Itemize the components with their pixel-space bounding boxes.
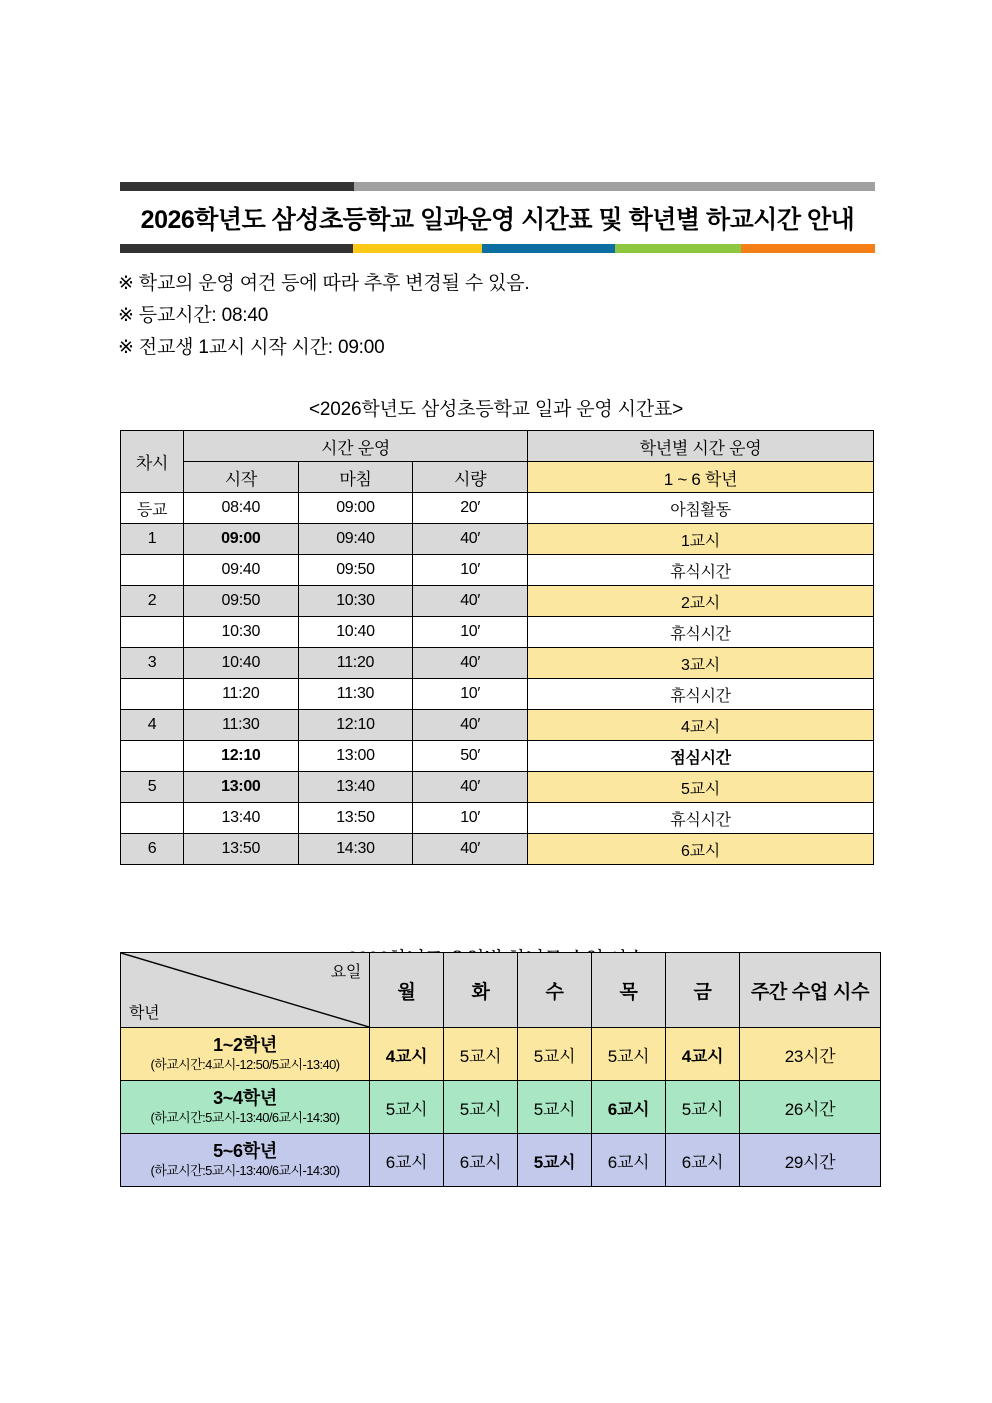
cell-end-time: 13:50: [298, 803, 413, 834]
grade-group-name: 1~2학년: [213, 1035, 277, 1056]
cell-start-time: 09:40: [184, 555, 299, 586]
cell-periods-thu: 6교시: [592, 1134, 666, 1187]
cell-end-time: 14:30: [298, 834, 413, 865]
cell-duration: 40′: [413, 586, 528, 617]
cell-activity: 4교시: [528, 710, 874, 741]
document-header-banner: [120, 182, 875, 253]
note-item: ※ 학교의 운영 여건 등에 따라 추후 변경될 수 있음.: [118, 273, 530, 294]
bottom-bar-segment-green: [615, 244, 740, 253]
cell-period: 5: [121, 772, 184, 803]
weekly-hours-table: [120, 952, 881, 1187]
table-row: [121, 710, 874, 741]
cell-duration: 40′: [413, 648, 528, 679]
header-time-group: 시간 운영: [184, 431, 528, 462]
hours-header-row: [121, 953, 881, 1028]
cell-periods-thu: 5교시: [592, 1028, 666, 1081]
cell-duration: 10′: [413, 679, 528, 710]
cell-period: [121, 803, 184, 834]
schedule-header-row-1: [121, 431, 874, 462]
cell-periods-wed: 5교시: [518, 1028, 592, 1081]
cell-activity: 2교시: [528, 586, 874, 617]
cell-duration: 40′: [413, 772, 528, 803]
cell-start-time: 09:00: [184, 524, 299, 555]
cell-duration: 40′: [413, 710, 528, 741]
cell-grade-group: [121, 1134, 370, 1187]
cell-periods-thu: 6교시: [592, 1081, 666, 1134]
daily-schedule-table: [120, 430, 874, 865]
cell-activity: 아침활동: [528, 493, 874, 524]
cell-duration: 50′: [413, 741, 528, 772]
header-grade-group: 학년별 시간 운영: [528, 431, 874, 462]
table-row: [121, 679, 874, 710]
cell-periods-fri: 4교시: [666, 1028, 740, 1081]
cell-start-time: 11:20: [184, 679, 299, 710]
hours-table-body: [121, 1028, 881, 1187]
cell-period: 등교: [121, 493, 184, 524]
header-bottom-rule: [120, 244, 875, 253]
grade-group-name: 3~4학년: [213, 1088, 277, 1109]
cell-periods-tue: 5교시: [444, 1028, 518, 1081]
top-bar-segment-dark: [120, 182, 354, 191]
cell-weekly-total: 23시간: [740, 1028, 881, 1081]
table-row: [121, 524, 874, 555]
cell-periods-wed: 5교시: [518, 1134, 592, 1187]
cell-periods-tue: 6교시: [444, 1134, 518, 1187]
cell-activity: 휴식시간: [528, 555, 874, 586]
table-row: [121, 1081, 881, 1134]
cell-activity: 휴식시간: [528, 679, 874, 710]
header-day-fri: 금: [666, 953, 740, 1028]
cell-period: 3: [121, 648, 184, 679]
cell-period: 4: [121, 710, 184, 741]
grade-group-dismissal-note: (하교시간:5교시-13:40/6교시-14:30): [150, 1162, 340, 1178]
page-title: 2026학년도 삼성초등학교 일과운영 시간표 및 학년별 하교시간 안내: [140, 206, 855, 234]
bottom-bar-segment-orange: [741, 244, 875, 253]
note-item: ※ 전교생 1교시 시작 시간: 09:00: [118, 337, 385, 358]
schedule-table-body: [121, 493, 874, 865]
cell-end-time: 13:00: [298, 741, 413, 772]
header-top-rule: [120, 182, 875, 191]
cell-grade-group: [121, 1081, 370, 1134]
cell-start-time: 09:50: [184, 586, 299, 617]
table-row: [121, 1028, 881, 1081]
cell-periods-fri: 6교시: [666, 1134, 740, 1187]
top-bar-segment-gray: [354, 182, 875, 191]
cell-duration: 20′: [413, 493, 528, 524]
cell-duration: 10′: [413, 803, 528, 834]
cell-end-time: 09:50: [298, 555, 413, 586]
cell-duration: 10′: [413, 617, 528, 648]
note-item: ※ 등교시간: 08:40: [118, 305, 269, 326]
grade-group-name: 5~6학년: [213, 1141, 277, 1162]
cell-period: 6: [121, 834, 184, 865]
cell-weekly-total: 29시간: [740, 1134, 881, 1187]
table-row: [121, 493, 874, 524]
header-start: 시작: [184, 462, 299, 493]
cell-end-time: 11:20: [298, 648, 413, 679]
cell-period: 1: [121, 524, 184, 555]
cell-start-time: 11:30: [184, 710, 299, 741]
header-day-wed: 수: [518, 953, 592, 1028]
cell-start-time: 08:40: [184, 493, 299, 524]
header-duration: 시량: [413, 462, 528, 493]
corner-row-label: 학년: [129, 1005, 160, 1022]
table-row: [121, 555, 874, 586]
table-row: [121, 1134, 881, 1187]
bottom-bar-segment-yellow: [353, 244, 483, 253]
header-period: 차시: [121, 431, 184, 493]
cell-periods-mon: 5교시: [370, 1081, 444, 1134]
cell-activity: 휴식시간: [528, 617, 874, 648]
bottom-bar-segment-dark: [120, 244, 353, 253]
cell-start-time: 13:40: [184, 803, 299, 834]
cell-start-time: 12:10: [184, 741, 299, 772]
notes-list: [118, 268, 878, 364]
hours-table-head: [121, 953, 881, 1028]
cell-duration: 10′: [413, 555, 528, 586]
cell-period: [121, 555, 184, 586]
header-weekly-total: 주간 수업 시수: [740, 953, 881, 1028]
cell-periods-mon: 4교시: [370, 1028, 444, 1081]
bottom-bar-segment-blue: [482, 244, 615, 253]
cell-activity: 6교시: [528, 834, 874, 865]
cell-activity: 1교시: [528, 524, 874, 555]
schedule-table-title: <2026학년도 삼성초등학교 일과 운영 시간표>: [308, 399, 684, 420]
corner-header-cell: [121, 953, 370, 1028]
schedule-table-head: [121, 431, 874, 493]
cell-period: [121, 741, 184, 772]
table-row: [121, 586, 874, 617]
cell-end-time: 10:30: [298, 586, 413, 617]
cell-weekly-total: 26시간: [740, 1081, 881, 1134]
header-day-thu: 목: [592, 953, 666, 1028]
grade-group-dismissal-note: (하교시간:4교시-12:50/5교시-13:40): [150, 1056, 340, 1072]
cell-start-time: 10:40: [184, 648, 299, 679]
cell-duration: 40′: [413, 834, 528, 865]
cell-period: [121, 679, 184, 710]
cell-end-time: 09:00: [298, 493, 413, 524]
cell-end-time: 10:40: [298, 617, 413, 648]
cell-periods-fri: 5교시: [666, 1081, 740, 1134]
cell-end-time: 09:40: [298, 524, 413, 555]
grade-group-dismissal-note: (하교시간:5교시-13:40/6교시-14:30): [150, 1109, 340, 1125]
cell-activity: 5교시: [528, 772, 874, 803]
cell-period: [121, 617, 184, 648]
schedule-header-row-2: [121, 462, 874, 493]
cell-activity: 휴식시간: [528, 803, 874, 834]
table-row: [121, 803, 874, 834]
header-day-mon: 월: [370, 953, 444, 1028]
cell-start-time: 13:00: [184, 772, 299, 803]
header-end: 마침: [298, 462, 413, 493]
table-row: [121, 834, 874, 865]
cell-grade-group: [121, 1028, 370, 1081]
cell-activity: 3교시: [528, 648, 874, 679]
header-grades: 1 ~ 6 학년: [528, 462, 874, 493]
table-row: [121, 772, 874, 803]
cell-periods-mon: 6교시: [370, 1134, 444, 1187]
header-day-tue: 화: [444, 953, 518, 1028]
cell-start-time: 10:30: [184, 617, 299, 648]
cell-periods-wed: 5교시: [518, 1081, 592, 1134]
cell-periods-tue: 5교시: [444, 1081, 518, 1134]
table-row: [121, 741, 874, 772]
cell-end-time: 11:30: [298, 679, 413, 710]
cell-end-time: 13:40: [298, 772, 413, 803]
cell-activity: 점심시간: [528, 741, 874, 772]
cell-end-time: 12:10: [298, 710, 413, 741]
table-row: [121, 617, 874, 648]
cell-duration: 40′: [413, 524, 528, 555]
cell-period: 2: [121, 586, 184, 617]
cell-start-time: 13:50: [184, 834, 299, 865]
corner-column-label: 요일: [330, 964, 361, 981]
table-row: [121, 648, 874, 679]
